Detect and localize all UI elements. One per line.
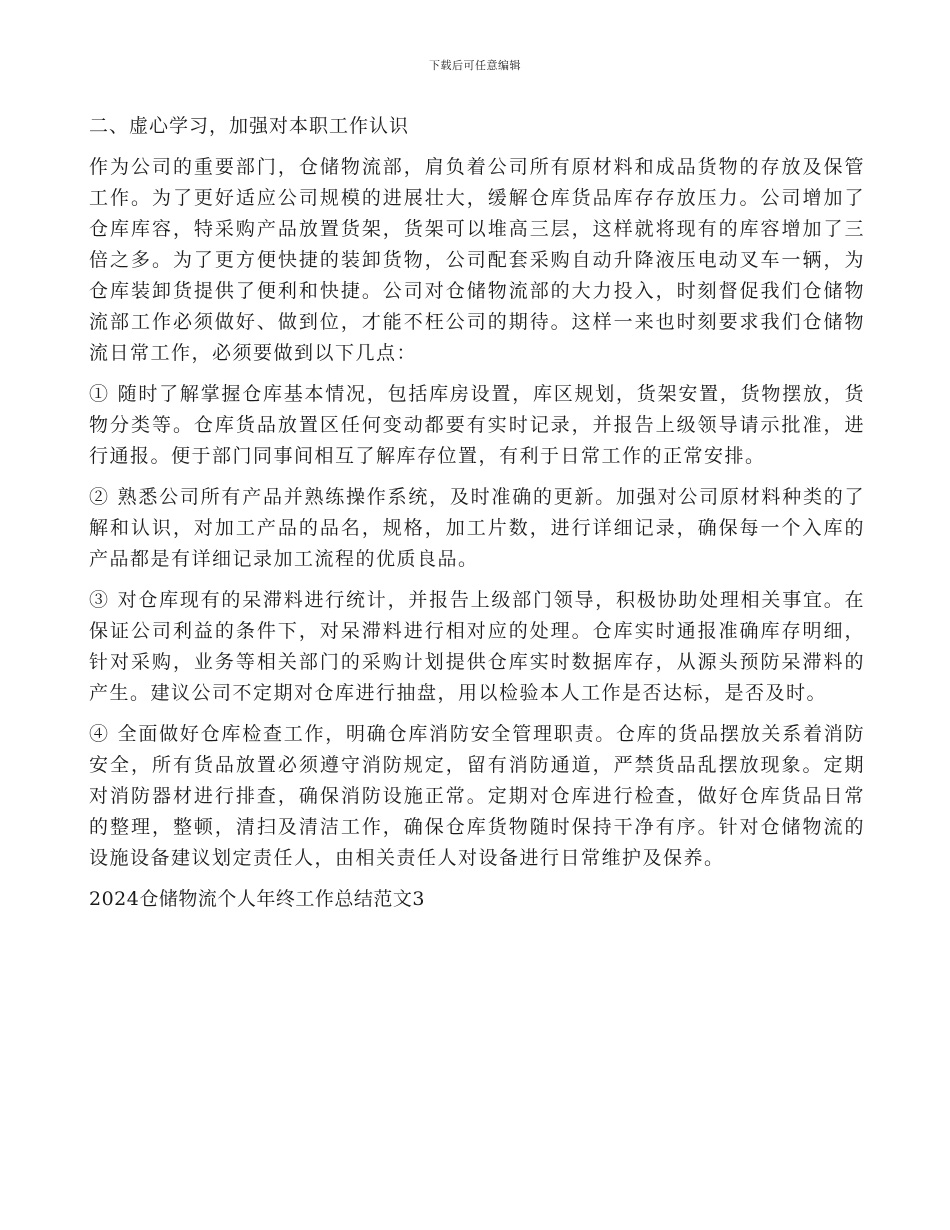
header-note: 下载后可任意编辑: [429, 59, 521, 72]
paragraph-item-4: ④ 全面做好仓库检查工作，明确仓库消防安全管理职责。仓库的货品摆放关系着消防安全，所有货品放置必须遵守消防规定，留有消防通道，严禁货品乱摆放现象。定期对消防器材进行排查，确保消防设施正常。定期对仓库进行检查，做好仓库货品日常的整理，整顿，清扫及清洁工作，确保仓库货物随时保持干净有序。针对仓储物流的设施设备建议划定责任人，由相关责任人对设备进行日常维护及保养。: [89, 723, 865, 869]
paragraph-item-1: ① 随时了解掌握仓库基本情况，包括库房设置，库区规划，货架安置，货物摆放，货物分类等。仓库货品放置区任何变动都要有实时记录，并报告上级领导请示批准，进行通报。便于部门同事间相互了解库存位置，有利于日常工作的正常安排。: [89, 383, 865, 467]
paragraph-intro: 作为公司的重要部门，仓储物流部，肩负着公司所有原材料和成品货物的存放及保管工作。为了更好适应公司规模的进展壮大，缓解仓库货品库存存放压力。公司增加了仓库库容，特采购产品放置货架，货架可以堆高三层，这样就将现有的库容增加了三倍之多。为了更方便快捷的装卸货物，公司配套采购自动升降液压电动叉车一辆，为仓库装卸货提供了便利和快捷。公司对仓储物流部的大力投入，时刻督促我们仓储物流部工作必须做好、做到位，才能不枉公司的期待。这样一来也时刻要求我们仓储物流日常工作，必须要做到以下几点：: [89, 156, 865, 364]
next-section-title: 2024仓储物流个人年终工作总结范文3: [89, 888, 425, 910]
section-heading: 二、虚心学习，加强对本职工作认识: [89, 115, 410, 137]
document-body: [89, 111, 865, 915]
paragraph-item-3: ③ 对仓库现有的呆滞料进行统计，并报告上级部门领导，积极协助处理相关事宜。在保证公司利益的条件下，对呆滞料进行相对应的处理。仓库实时通报准确库存明细，针对采购，业务等相关部门的采购计划提供仓库实时数据库存，从源头预防呆滞料的产生。建议公司不定期对仓库进行抽盘，用以检验本人工作是否达标，是否及时。: [89, 589, 865, 704]
paragraph-item-2: ② 熟悉公司所有产品并熟练操作系统，及时准确的更新。加强对公司原材料种类的了解和认识，对加工产品的品名，规格，加工片数，进行详细记录，确保每一个入库的产品都是有详细记录加工流程的优质良品。: [89, 486, 865, 570]
